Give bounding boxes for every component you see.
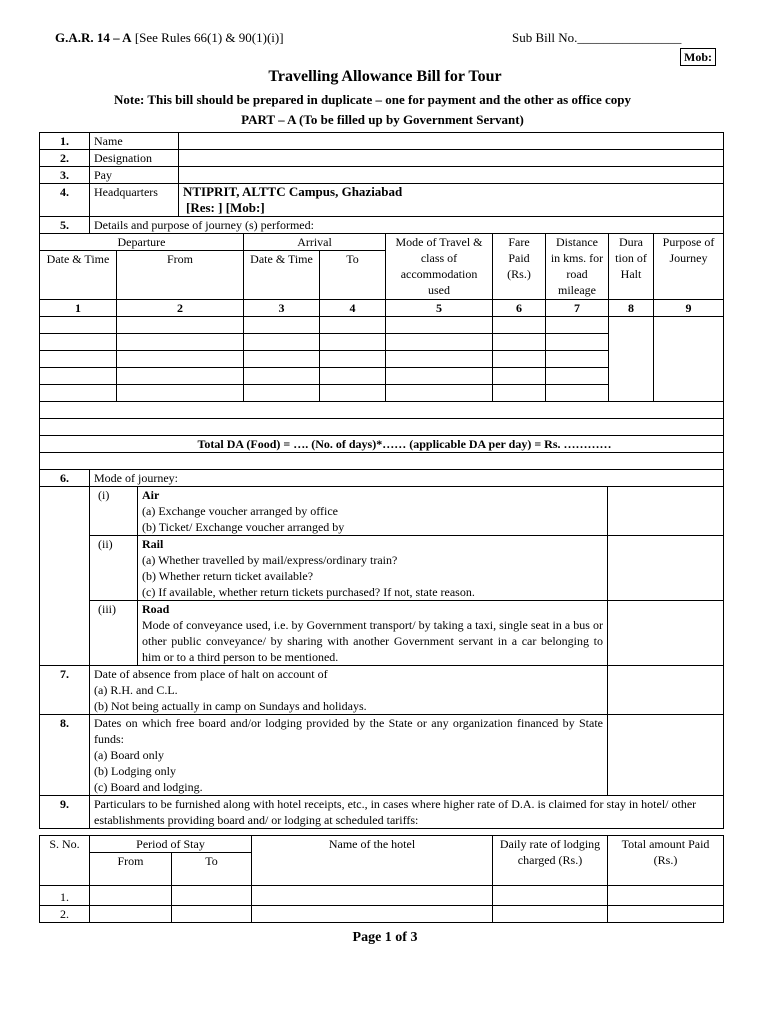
item-number: 3. [40,167,90,184]
duration-header: Dura tion of Halt [609,234,654,300]
section-8-option-b: (b) Lodging only [94,764,176,778]
form-code: G.A.R. 14 – A [55,30,132,45]
journey-cell[interactable] [244,351,320,368]
journey-cell[interactable] [40,385,117,402]
journey-cell[interactable] [493,385,546,402]
rail-index: (ii) [90,536,138,601]
rail-heading: Rail [142,537,164,551]
blank-row [40,402,724,419]
spacer-cell [40,487,90,666]
journey-cell[interactable] [493,368,546,385]
air-index: (i) [90,487,138,536]
journey-cell[interactable] [546,317,609,334]
section-7-block [90,666,608,715]
hotel-row-number: 1. [40,886,90,906]
rules-reference: [See Rules 66(1) & 90(1)(i)] [134,30,284,45]
hotel-cell[interactable] [252,886,493,906]
hotel-cell[interactable] [608,886,724,906]
column-number: 6 [493,300,546,317]
journey-cell[interactable] [117,385,244,402]
hotel-row-number: 2. [40,906,90,923]
purpose-header: Purpose of Journey [654,234,724,300]
hotel-cell[interactable] [172,886,252,906]
section-7-option-a: (a) R.H. and C.L. [94,683,178,697]
arrival-header: Arrival [244,234,386,251]
journey-cell[interactable] [244,368,320,385]
journey-cell[interactable] [320,385,386,402]
hotel-cell[interactable] [493,886,608,906]
hotel-row [40,886,724,906]
section-8-label: Dates on which free board and/or lodging provided by the State or any organization financed by State funds: [94,716,603,746]
column-number: 9 [654,300,724,317]
journey-cell[interactable] [386,385,493,402]
column-number: 4 [320,300,386,317]
item-number: 1. [40,133,90,150]
to-header: To [172,853,252,886]
sections-table [39,469,724,829]
section-8-answer[interactable] [608,715,724,796]
item-number: 4. [40,184,90,217]
journey-cell[interactable] [117,351,244,368]
daily-rate-header: Daily rate of lodging charged (Rs.) [493,836,608,886]
personal-details-table [39,132,724,234]
mode-of-journey-label: Mode of journey: [90,470,724,487]
road-answer[interactable] [608,601,724,666]
journey-cell[interactable] [40,334,117,351]
air-heading: Air [142,488,160,502]
air-answer[interactable] [608,487,724,536]
hotel-cell[interactable] [252,906,493,923]
departure-date-header: Date & Time [40,251,117,300]
journey-cell[interactable] [117,368,244,385]
column-number: 8 [609,300,654,317]
section-7-answer[interactable] [608,666,724,715]
section-9-label: Particulars to be furnished along with hotel receipts, etc., in cases where higher rate of D.A. is claimed for stay in hotel/ other establishments providing board and/ or lodging at scheduled tariffs: [90,796,724,829]
journey-cell[interactable] [117,334,244,351]
section-7-label: Date of absence from place of halt on account of [94,667,328,681]
hotel-name-header: Name of the hotel [252,836,493,886]
designation-label: Designation [90,150,179,167]
rail-option-c: (c) If available, whether return tickets purchased? If not, state reason. [142,585,475,599]
journey-cell[interactable] [493,351,546,368]
item-number: 5. [40,217,90,234]
section-7-option-b: (b) Not being actually in camp on Sundays and holidays. [94,699,367,713]
journey-cell[interactable] [244,385,320,402]
total-da-line: Total DA (Food) = …. (No. of days)*…… (applicable DA per day) = Rs. ………… [40,436,724,453]
note: Note: This bill should be prepared in duplicate – one for payment and the other as office copy [113,92,632,107]
total-amount-header: Total amount Paid (Rs.) [608,836,724,886]
air-option-b: (b) Ticket/ Exchange voucher arranged by [142,520,345,534]
duration-cell[interactable] [609,317,654,402]
journey-table [39,233,724,470]
section-8-block [90,715,608,796]
headquarters-label: Headquarters [90,184,179,217]
journey-cell[interactable] [320,351,386,368]
section-7-number: 7. [40,666,90,715]
pay-field[interactable] [179,167,724,184]
hotel-table [39,835,724,923]
page-footer: Page 1 of 3 [352,930,418,945]
rail-block [138,536,608,601]
journey-cell[interactable] [320,334,386,351]
air-block [138,487,608,536]
section-8-number: 8. [40,715,90,796]
journey-cell[interactable] [320,368,386,385]
item-number: 2. [40,150,90,167]
journey-row [40,317,724,334]
hotel-cell[interactable] [90,906,172,923]
journey-cell[interactable] [546,385,609,402]
designation-field[interactable] [179,150,724,167]
journey-cell[interactable] [386,334,493,351]
road-text: Mode of conveyance used, i.e. by Government transport/ by taking a taxi, single seat in a bus or other public conveyance/ by sharing with another Government servant in a car belonging to him or to a third person to be mentioned. [142,618,603,664]
pay-label: Pay [90,167,179,184]
rail-option-b: (b) Whether return ticket available? [142,569,314,583]
arrival-date-header: Date & Time [244,251,320,300]
hotel-cell[interactable] [172,906,252,923]
section-9-number: 9. [40,796,90,829]
form-header [55,30,284,46]
journey-cell[interactable] [386,317,493,334]
journey-cell[interactable] [117,317,244,334]
part-a-heading: PART – A (To be filled up by Government Servant) [241,112,524,127]
section-8-option-c: (c) Board and lodging. [94,780,203,794]
road-block [138,601,608,666]
journey-cell[interactable] [40,351,117,368]
journey-cell[interactable] [244,334,320,351]
journey-cell[interactable] [493,317,546,334]
journey-cell[interactable] [40,317,117,334]
section-6-number: 6. [40,470,90,487]
hotel-cell[interactable] [608,906,724,923]
column-number: 7 [546,300,609,317]
column-number: 2 [117,300,244,317]
rail-answer[interactable] [608,536,724,601]
journey-cell[interactable] [493,334,546,351]
blank-row [40,419,724,436]
journey-cell[interactable] [546,351,609,368]
name-field[interactable] [179,133,724,150]
arrival-to-header: To [320,251,386,300]
journey-cell[interactable] [244,317,320,334]
departure-from-header: From [117,251,244,300]
mob-box: Mob: [680,48,716,66]
air-option-a: (a) Exchange voucher arranged by office [142,504,339,518]
hotel-cell[interactable] [90,886,172,906]
journey-cell[interactable] [40,368,117,385]
page-title: Travelling Allowance Bill for Tour [268,68,502,85]
distance-header: Distance in kms. for road mileage [546,234,609,300]
from-header: From [90,853,172,886]
mode-of-travel-header: Mode of Travel & class of accommodation used [386,234,493,300]
sno-header: S. No. [40,836,90,886]
sub-bill-number: Sub Bill No.________________ [512,30,682,45]
journey-cell[interactable] [546,334,609,351]
headquarters-field[interactable] [179,184,724,217]
column-number: 5 [386,300,493,317]
road-heading: Road [142,602,170,616]
rail-option-a: (a) Whether travelled by mail/express/ordinary train? [142,553,398,567]
journey-cell[interactable] [320,317,386,334]
departure-header: Departure [40,234,244,251]
purpose-cell[interactable] [654,317,724,402]
column-number: 3 [244,300,320,317]
journey-details-label: Details and purpose of journey (s) performed: [90,217,724,234]
journey-cell[interactable] [386,351,493,368]
headquarters-value: NTIPRIT, ALTTC Campus, Ghaziabad [183,184,403,199]
road-index: (iii) [90,601,138,666]
journey-cell[interactable] [546,368,609,385]
name-label: Name [90,133,179,150]
section-8-option-a: (a) Board only [94,748,164,762]
blank-row [40,453,724,470]
journey-cell[interactable] [386,368,493,385]
column-number: 1 [40,300,117,317]
hotel-cell[interactable] [493,906,608,923]
hotel-row [40,906,724,923]
fare-paid-header: Fare Paid (Rs.) [493,234,546,300]
residence-mobile: [Res: ] [Mob:] [186,200,265,215]
period-header: Period of Stay [90,836,252,853]
